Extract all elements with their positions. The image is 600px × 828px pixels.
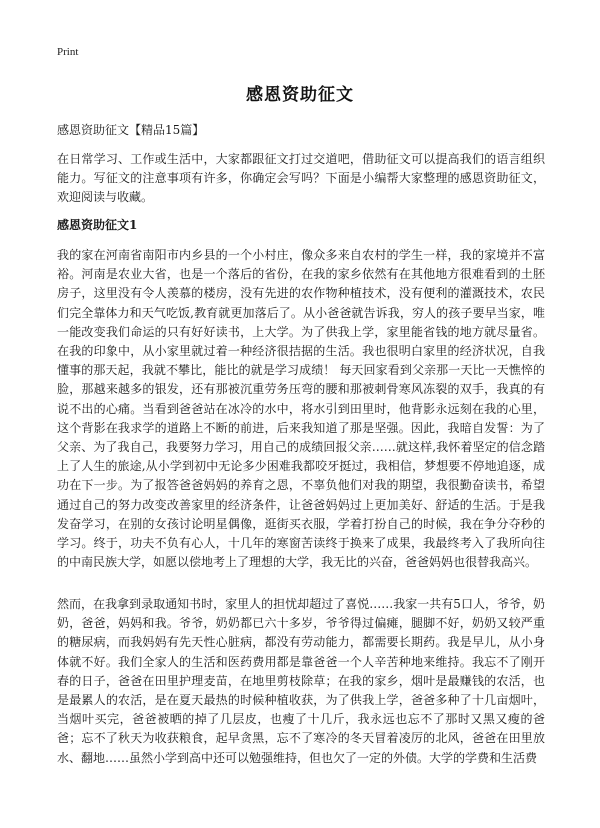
page-title: 感恩资助征文	[246, 85, 354, 105]
body-paragraph-1: 我的家在河南省南阳市内乡县的一个小村庄，像众多来自农村的学生一样，我的家境并不富裕。河南是农业大省，也是一个落后的省份，在我的家乡依然有在其他地方很难看到的土胚房子，这里没有令人羡慕的楼房，没有先进的农作物种植技术，没有便利的灌溉技术，农民们完全靠体力和天气吃饭,教育就更加落后了。从小爸爸就告诉我，穷人的孩子要早当家，唯一能改变我们命运的只有好好读书，上大学。为了供我上学，家里能省钱的地方就尽量省。在我的印象中，从小家里就过着一种经济很拮据的生活。我也很明白家里的经济状况，自我懂事的那天起，我就不攀比，能比的就是学习成绩！ 每天回家看到父亲那一天比一天憔悴的脸，那越来越多的银发，还有那被沉重劳务压弯的腰和那被刺骨寒风冻裂的双手，我真的有说不出的心痛。当看到爸爸站在冰冷的水中，将水引到田里时，他背影永远刻在我的心里，这个背影在我求学的道路上不断的前进，后来我知道了那是坚强。因此，我暗自发誓：为了父亲、为了我自己，我要努力学习，用自己的成绩回报父亲……就这样,我怀着坚定的信念踏上了人生的旅途,从小学到初中无论多少困难我都咬牙挺过，我相信，梦想要不停地追逐，成功在下一步。为了报答爸爸妈妈的养育之恩，不辜负他们对我的期望，我很勤奋读书，希望通过自己的努力改变改善家里的经济条件，让爸爸妈妈过上更加美好、舒适的生活。于是我发奋学习，在别的女孩讨论明星偶像，逛街买衣服，学着打扮自己的时候，我在争分夺秒的学习。终于，功夫不负有心人，十几年的寒窗苦读终于换来了成果，我最终考入了我所向往的中南民族大学，如愿以偿地考上了理想的大学，我无比的兴奋，爸爸妈妈也很替我高兴。	[57, 248, 545, 570]
body-paragraph-2: 然而，在我拿到录取通知书时，家里人的担忧却超过了喜悦……我家一共有5口人，爷爷，奶奶，爸爸，妈妈和我。爷爷，奶奶都已六十多岁，爷爷得过偏瘫，腿脚不好，奶奶又较严重的糖尿病，而我妈妈有先天性心脏病，都没有劳动能力，都需要长期药。我是早儿，从小身体就不好。我们全家人的生活和医药费用都是靠爸爸一个人辛苦种地来维持。我忘不了刚开春的日子，爸爸在田里护理麦苗，在地里剪枝除草；在我的家乡，烟叶是最赚钱的农活，也是最累人的农活，是在夏天最热的时候种植收获，为了供我上学，爸爸多种了十几亩烟叶，当烟叶买完，爸爸被晒的掉了几层皮，也瘦了十几斤，我永远也忘不了那时又黑又瘦的爸爸；忘不了秋天为收获粮食，起早贪黑，忘不了寒冷的冬天冒着凌厉的北风，爸爸在田里放水、翻地……虽然小学到高中还可以勉强维持，但也欠了一定的外债。大学的学费和生活费	[57, 597, 545, 765]
section-heading: 感恩资助征文1	[57, 218, 138, 232]
intro-paragraph: 在日常学习、工作或生活中，大家都跟征文打过交道吧，借助征文可以提高我们的语言组织能力。写征文的注意事项有许多，你确定会写吗？下面是小编帮大家整理的感恩资助征文，欢迎阅读与收藏。	[57, 152, 545, 205]
print-label: Print	[57, 46, 79, 58]
document-subtitle: 感恩资助征文【精品15篇】	[57, 123, 205, 137]
